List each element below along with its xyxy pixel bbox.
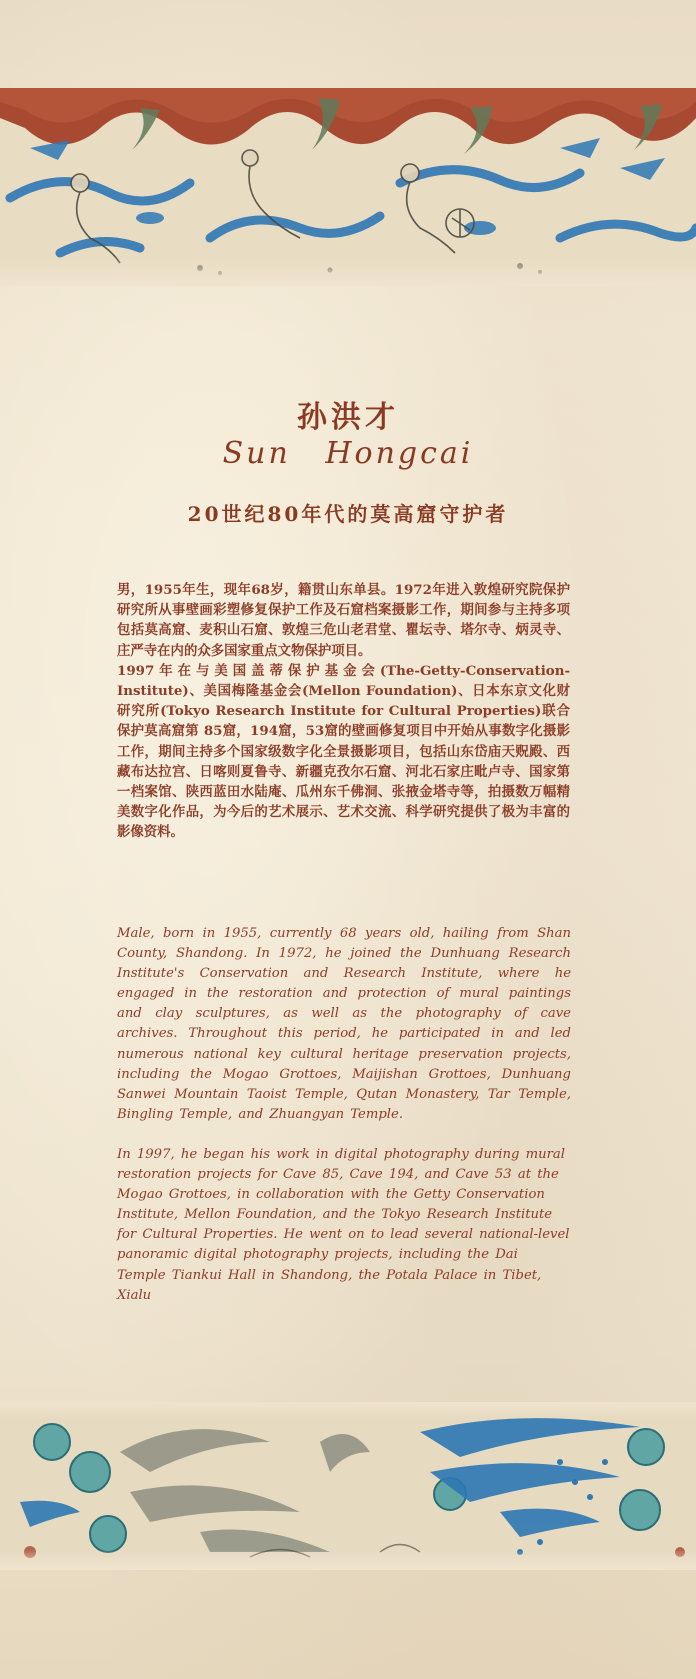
top-mural-illustration bbox=[0, 88, 696, 286]
chinese-biography bbox=[117, 580, 570, 843]
english-paragraph-2: In 1997, he began his work in digital photography during mural restoration projects for Cave 85, Cave 194, and Cave 53 at the Mogao Grottoes, in collaboration with the Getty Conservation Institute, Mellon Foundation, and the Tokyo Research Institute for Cultural Properties. He went on to lead several national-level panoramic digital photography projects, including the Dai Temple Tiankui Hall in Shandong, the Potala Palace in Tibet, Xialu bbox=[117, 1146, 570, 1303]
english-paragraph-1: Male, born in 1955, currently 68 years old, hailing from Shan County, Shandong. In 1972, he joined the Dunhuang Research Institute's Conservation and Research Institute, where he engaged in the restoration and protection of mural paintings and clay sculptures, as well as the photography of cave archives. Throughout this period, he participated in and led numerous national key cultural heritage preservation projects, including the Mogao Grottoes, Maijishan Grottoes, Dunhuang Sanwei Mountain Taoist Temple, Qutan Monastery, Tar Temple, Bingling Temple, and Zhuangyan Temple. bbox=[117, 926, 571, 1122]
chinese-paragraph-1: 男，1955年生，现年68岁，籍贯山东单县。1972年进入敦煌研究院保护研究所从事壁画彩塑修复保护工作及石窟档案摄影工作，期间参与主持多项包括莫高窟、麦积山石窟、敦煌三危山老君堂、瞿坛寺、塔尔寺、炳灵寺、庄严寺在内的众多国家重点文物保护项目。 bbox=[117, 582, 570, 659]
chinese-paragraph-2: 1997年在与美国盖蒂保护基金会(The-Getty-Conservation-Institute)、美国梅隆基金会(Mellon Foundation)、日本东京文化财研究所(Tokyo Research Institute for Cultural Properties)联合保护莫高窟第 85窟，194窟，53窟的壁画修复项目中开始从事数字化摄影工作，期间主持多个国家级数字化全景摄影项目，包括山东岱庙天贶殿、西藏布达拉宫、日喀则夏鲁寺、新疆克孜尔石窟、河北石家庄毗卢寺、国家第一档案馆、陕西蓝田水陆庵、瓜州东千佛洞、张掖金塔寺等，拍摄数万幅精美数字化作品，为今后的艺术展示、艺术交流、科学研究提供了极为丰富的影像资料。 bbox=[117, 662, 570, 841]
top-mural-band bbox=[0, 88, 696, 286]
bottom-mural-band bbox=[0, 1402, 696, 1570]
page-subtitle: 20世纪80年代的莫高窟守护者 bbox=[187, 502, 509, 526]
page-title-english: Sun Hongcai bbox=[222, 436, 474, 471]
bottom-mural-illustration bbox=[0, 1402, 696, 1570]
english-biography bbox=[117, 924, 571, 1326]
page-title-chinese: 孙洪才 bbox=[297, 400, 399, 435]
